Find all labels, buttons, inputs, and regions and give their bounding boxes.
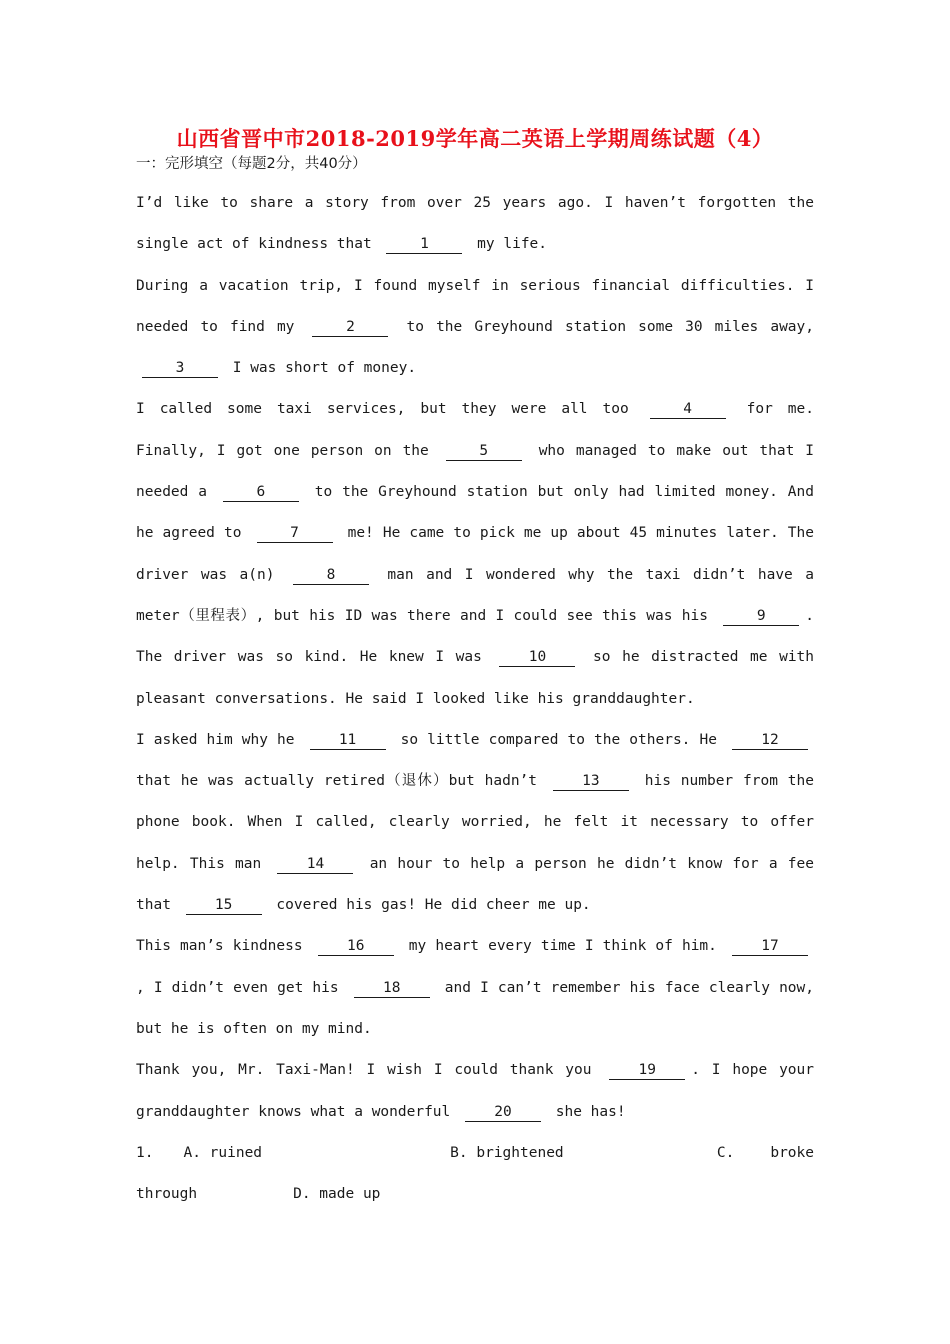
blank-11: 11 xyxy=(310,732,386,750)
passage-paragraph xyxy=(136,720,814,926)
option-c-text-cont: through xyxy=(136,1186,198,1203)
blank-12: 12 xyxy=(732,732,808,750)
passage-text: my heart every time I think of him. xyxy=(399,938,726,955)
passage-paragraph xyxy=(136,266,814,390)
blank-10: 10 xyxy=(499,649,575,667)
passage-paragraph xyxy=(136,183,814,266)
blank-20: 20 xyxy=(465,1104,541,1122)
passage-text: she has! xyxy=(547,1103,626,1120)
passage-text: who managed to make out that I needed a xyxy=(136,442,814,501)
document-title: 山西省晋中市2018-2019学年高二英语上学期周练试题（4） xyxy=(176,126,774,151)
blank-14: 14 xyxy=(277,856,353,874)
passage-text: for me. Finally, I got one person on the xyxy=(136,401,814,459)
passage-text: an hour to help a person he didn’t know for a fee that xyxy=(136,855,814,914)
passage-paragraph xyxy=(136,926,814,1050)
question-1-options-row-2 xyxy=(136,1174,814,1215)
passage-text: I asked him why he xyxy=(136,731,304,748)
blank-2: 2 xyxy=(312,319,388,337)
option-c-label: C. xyxy=(716,1144,735,1161)
passage-text: and I can’t remember his face clearly now, but he is often on my mind. xyxy=(136,979,814,1037)
option-d: D. made up xyxy=(293,1186,381,1203)
passage-text: , I didn’t even get his xyxy=(136,979,348,996)
passage-text: so little compared to the others. He xyxy=(391,731,726,748)
passage-text: This man’s kindness xyxy=(136,938,312,955)
cloze-passage xyxy=(136,183,814,1133)
passage-text: I was short of money. xyxy=(224,360,417,377)
blank-8: 8 xyxy=(293,567,369,585)
passage-text: During a vacation trip, I found myself in serious financial difficulties. I needed to find my xyxy=(136,277,814,335)
section-heading: 一：完形填空（每题2分，共40分） xyxy=(136,156,367,172)
blank-17: 17 xyxy=(732,938,808,956)
passage-text: I’d like to share a story from over 25 years ago. I haven’t forgotten the single act of kindness that xyxy=(136,195,814,253)
blank-1: 1 xyxy=(386,236,462,254)
blank-6: 6 xyxy=(223,484,299,502)
blank-5: 5 xyxy=(446,443,522,461)
passage-text: that he was actually retired（退休）but hadn’t xyxy=(136,773,547,790)
question-1 xyxy=(136,1133,814,1216)
blank-9: 9 xyxy=(723,608,799,626)
blank-13: 13 xyxy=(553,773,629,791)
passage-paragraph xyxy=(136,1050,814,1133)
passage-text: covered his gas! He did cheer me up. xyxy=(267,897,591,914)
passage-text: me! He came to pick me up about 45 minutes later. The driver was a(n) xyxy=(136,525,814,583)
blank-4: 4 xyxy=(650,401,726,419)
option-a: A. ruined xyxy=(183,1144,263,1161)
passage-text: Thank you, Mr. Taxi-Man! I wish I could thank you xyxy=(136,1062,604,1079)
blank-15: 15 xyxy=(186,897,262,915)
passage-text: to the Greyhound station some 30 miles away, xyxy=(394,318,814,335)
blank-7: 7 xyxy=(257,525,333,543)
passage-text: my life. xyxy=(468,236,548,253)
question-number: 1. xyxy=(136,1144,154,1161)
question-1-options-row xyxy=(136,1133,814,1174)
passage-body xyxy=(136,183,814,1215)
passage-paragraph xyxy=(136,389,814,719)
option-c-text: broke xyxy=(770,1144,814,1161)
passage-text: . I hope your granddaughter knows what a wonderful xyxy=(136,1062,814,1120)
passage-text: to the Greyhound station but only had limited money. And he agreed to xyxy=(136,484,814,542)
blank-3: 3 xyxy=(142,360,218,378)
blank-19: 19 xyxy=(609,1062,685,1080)
passage-text: I called some taxi services, but they were all too xyxy=(136,401,644,418)
passage-text: . The driver was so kind. He knew I was xyxy=(136,607,814,666)
blank-18: 18 xyxy=(354,980,430,998)
passage-text: so he distracted me with pleasant conversations. He said I looked like his granddaughter. xyxy=(136,649,815,707)
passage-text: his number from the phone book. When I called, clearly worried, he felt it necessary to offer help. This man xyxy=(136,773,814,872)
blank-16: 16 xyxy=(318,938,394,956)
passage-text: man and I wondered why the taxi didn’t have a meter（里程表）, but his ID was there and I could see this was his xyxy=(136,566,814,624)
option-b: B. brightened xyxy=(450,1144,564,1161)
